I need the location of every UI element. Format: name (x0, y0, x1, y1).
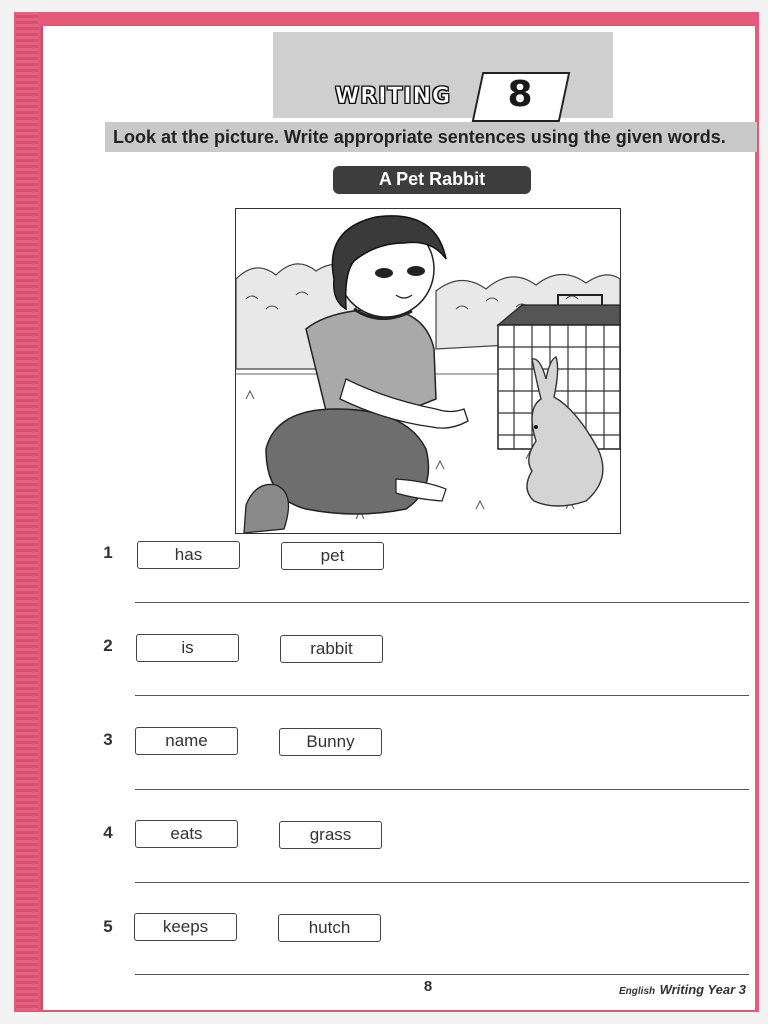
word-box: pet (281, 542, 384, 570)
word-box: grass (279, 821, 382, 849)
worksheet-number: 8 (507, 74, 533, 115)
word-box: keeps (134, 913, 237, 941)
girl-with-rabbit-illustration (235, 208, 621, 534)
answer-line[interactable] (135, 882, 749, 883)
word-box: eats (135, 820, 238, 848)
worksheet-page (43, 26, 755, 1010)
word-box: rabbit (280, 635, 383, 663)
worksheet-title: WRITING (335, 84, 452, 109)
question-number: 4 (103, 823, 113, 842)
answer-line[interactable] (135, 974, 749, 975)
answer-line[interactable] (135, 602, 749, 603)
subtitle-text: A Pet Rabbit (378, 169, 486, 189)
footer-brand (619, 981, 746, 999)
footer-brand-title: Writing Year 3 (659, 982, 747, 997)
question-number: 1 (103, 543, 113, 562)
question-number: 2 (103, 636, 113, 655)
instruction-text: Look at the picture. Write appropriate sentences using the given words. (113, 127, 726, 147)
answer-line[interactable] (135, 789, 749, 790)
word-box: Bunny (279, 728, 382, 756)
page-number: 8 (423, 978, 433, 995)
footer-brand-subject: English (619, 986, 656, 997)
word-box: is (136, 634, 239, 662)
page-backing-edge (16, 12, 38, 1012)
word-box: name (135, 727, 238, 755)
word-box: hutch (278, 914, 381, 942)
question-number: 5 (103, 917, 113, 936)
question-number: 3 (103, 730, 113, 749)
word-box: has (137, 541, 240, 569)
illustration-drawing (236, 209, 620, 533)
answer-line[interactable] (135, 695, 749, 696)
